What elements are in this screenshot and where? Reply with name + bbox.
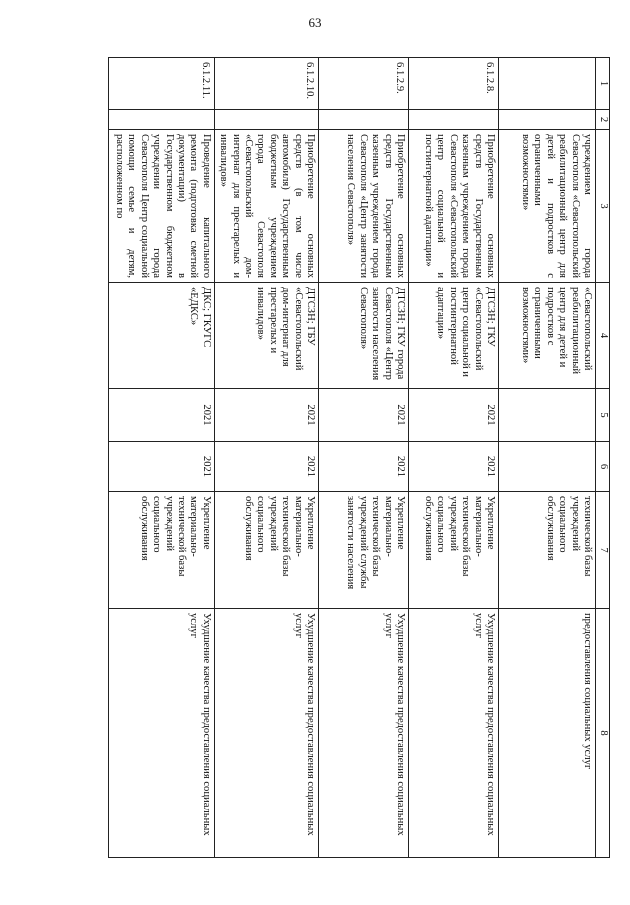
- consequence: предоставления социальных услуг: [499, 609, 596, 858]
- table-row: [319, 58, 409, 858]
- item-number: 6.1.2.10.: [214, 58, 318, 110]
- empty-cell: [319, 110, 409, 130]
- consequence: Ухудшение качества предоставления социальных услуг: [108, 609, 214, 858]
- expected-result: Укрепление материально-технической базы учреждений социального обслуживания: [108, 492, 214, 609]
- column-header: 7: [596, 492, 610, 609]
- executor: ДТСЗН; ГКУ «Севастопольский центр социальной и постинтернатной адаптации»: [409, 283, 499, 389]
- action-description: Проведение капитального ремонта (подготовка сметной документации) в Государственном бюджетном учреждении города Севастополя Центр социальной помощи семье и детям, расположенном по: [108, 130, 214, 283]
- consequence: Ухудшение качества предоставления социальных услуг: [409, 609, 499, 858]
- end-year: 2021: [409, 442, 499, 492]
- column-header: 4: [596, 283, 610, 389]
- executor: ДКС; ГКУГС «ЕДКС»: [108, 283, 214, 389]
- action-description: учреждением города Севастополя «Севастопольский реабилитационный центр для детей и подростков с ограниченными возможностями»: [499, 130, 596, 283]
- expected-result: технической базы учреждений социального обслуживания: [499, 492, 596, 609]
- table-row: [214, 58, 318, 858]
- action-description: Приобретение основных средств Государственным казенным учреждением города Севастополя «Севастопольский центр социальной и постинтернатной адаптации»: [409, 130, 499, 283]
- empty-cell: [409, 110, 499, 130]
- empty-cell: [108, 110, 214, 130]
- end-year: 2021: [108, 442, 214, 492]
- start-year: 2021: [214, 389, 318, 442]
- program-actions-table: [108, 57, 610, 858]
- start-year: 2021: [409, 389, 499, 442]
- column-header: 5: [596, 389, 610, 442]
- column-header: 2: [596, 110, 610, 130]
- item-number: 6.1.2.9.: [319, 58, 409, 110]
- action-description: Приобретение основных средств (в том числе автомобиля) Государственным бюджетным учреждением города Севастополя «Севастопольский дом-интернат для престарелых и инвалидов»: [214, 130, 318, 283]
- executor: ДТСЗН; ГКУ города Севастополя «Центр занятости населения Севастополя»: [319, 283, 409, 389]
- executor: «Севастопольский реабилитационный центр для детей и подростков с ограниченными возможностями»: [499, 283, 596, 389]
- expected-result: Укрепление материально-технической базы учреждений социального обслуживания: [214, 492, 318, 609]
- table-row: [108, 58, 214, 858]
- column-header: 3: [596, 130, 610, 283]
- column-header: 8: [596, 609, 610, 858]
- consequence: Ухудшение качества предоставления социальных услуг: [319, 609, 409, 858]
- consequence: Ухудшение качества предоставления социальных услуг: [214, 609, 318, 858]
- end-year: [499, 442, 596, 492]
- table-row: [409, 58, 499, 858]
- executor: ДТСЗН; ГБУ «Севастопольский дом-интернат для престарелых и инвалидов»: [214, 283, 318, 389]
- empty-cell: [214, 110, 318, 130]
- item-number: [499, 58, 596, 110]
- table-row: [499, 58, 596, 858]
- start-year: 2021: [319, 389, 409, 442]
- item-number: 6.1.2.8.: [409, 58, 499, 110]
- end-year: 2021: [319, 442, 409, 492]
- start-year: [499, 389, 596, 442]
- expected-result: Укрепление материально-технической базы учреждений социального обслуживания: [409, 492, 499, 609]
- column-number-row: [596, 58, 610, 858]
- end-year: 2021: [214, 442, 318, 492]
- action-description: Приобретение основных средств Государственным казенным учреждением города Севастополя «Центр занятости населения Севастополя»: [319, 130, 409, 283]
- rotated-table-container: [110, 57, 610, 857]
- column-header: 1: [596, 58, 610, 110]
- start-year: 2021: [108, 389, 214, 442]
- column-header: 6: [596, 442, 610, 492]
- empty-cell: [499, 110, 596, 130]
- item-number: 6.1.2.11.: [108, 58, 214, 110]
- expected-result: Укрепление материально-технической базы учреждений службы занятости населения: [319, 492, 409, 609]
- page-number: 63: [308, 15, 322, 30]
